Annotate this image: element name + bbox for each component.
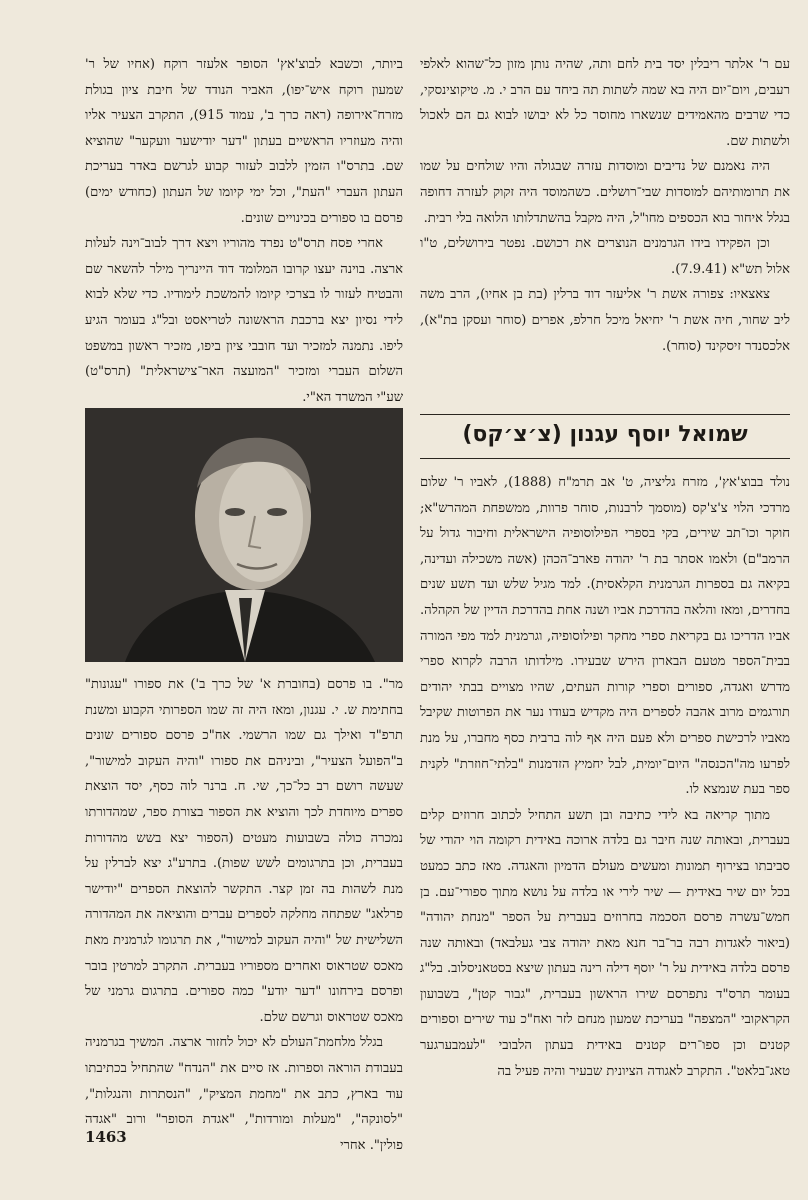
right-column-top (420, 52, 790, 359)
left-column-top (85, 52, 403, 436)
section-rule-top (420, 414, 790, 415)
left-column-bottom (85, 672, 403, 1158)
descendants-paragraph: צאצאיו: צפורה אשת ר' אליעזר דוד ברלין (בת בן אחיו), הרב משה ליב שחור, חיה אשת ר' יחיאל מיכל חרלפ, אפרים (סוחר ועסקן בת"א), אלכסנדר זיסקינד (סוחר). (420, 287, 790, 354)
entry-title: שמואל יוסף עגנון (צ׳צ׳קס) (462, 422, 748, 447)
paragraph: עם ר' אלתר ריבלין יסד בית לחם ותה, שהיה נותן מזון כל־שהוא לאלפי רעבים, ויום־יום היה בא שמה לשתות תה ביחד עם הרב י. מ. טיקוצינסקי, כדי שרבים מהאמידים שנשארו מחוסר כל לא יבושו לבוא גם הם לאכול ולשתות שם. (420, 57, 790, 149)
portrait-image (85, 408, 403, 662)
paragraph: נולד בבוצ'אץ', מזרח גליציה, ט' אב תרמ"ח (1888), לאביו ר' שלום מרדכי הלוי צ'צ'קס (מוסמך לרבנות, סוחר פרוות, ממשפחת המהרש"א; חוקר וכו־תב שירים, בקי בספרי הפילוסופיה הישראלית וחיבור גדול על הרמב"ם) ולאמו אסתר בת ר' יהודה פארב־הכהן (אשה משכילה ועדינה, בקיאה גם בספרות הגרמנית הקלאסית). למד מגיל שלש ועד תשע שנים בחדרים, ומאז והלאה בהדרכת אביו ושנה אחת בהדרכת הדיין של הקהלה. אביו הדריכו גם בקריאת ספרי מחקר ופילוסופיה, וגרמנית למד מפי המורה בבית־הספר מטעם הבארון הירש שבעירו. מילדותו הרבה לקרוא ספרי מדרש ואגדה, ספורים וספרי קורות העתים, שהיו מצויים בבתי יהודים תורגמים מרוב אהבה לספרים היה מקדיש בעודו נער את הפרוטות שקיבל מאביו לרכישת ספרים ולא פעם היה אף לוה ברבית כסף מחברו, על מנת לפרעו מה"הכנסה" היום־יומית, לבל יחמיץ הזדמנות "בלתי־חוזרת" לקנית ספר בעת שנמצא לו. (420, 475, 791, 798)
page-number: 1463 (85, 1128, 127, 1146)
paragraph: ביותר, וכשבא לבוצ'אץ' הסופר אלעזר רוקח (אחיו של ר' שמעון רוקח איש־יפו), האביר הנודד של חיבת ציון בגולת מזרח־אירופה (ראה כרך ב', עמוד 915), התקרב הצעיר אליו והיה מעוזריו הראשיים בעתון "דער יודישער וועקער" שהוציא שם. בתרס"ו הזמין ללבוב לעזור קבוע לגרשם באדר בעריכת העתון העברי "העת", וכל ימי קיומו של העתון (כחודש ימים) פרסם בו ספורים בכינויים שונים. (85, 57, 403, 226)
paragraph: היה נאמנם של נדיבים ומוסדות עזרה שבגולה והיו שולחים על שמו את תרומותיהם למוסדות שבי־רושלים. כשהמוסד היה זקוק לעזרה דחופה בגלל איחור בוא הכספים מחו"ל, היה מקבל בהשתדלותו הלואה בלי רבית. (420, 159, 790, 226)
paragraph: אחרי פסח תרס"ט נפרד מהוריו ויצא דרך לבוב־וינה לעלות ארצה. בוינה יעצו קרובו המלומד דוד היינריך מילר להשאר שם והבטיח לעזור לו בצרכי קיומו להמשכת לימודיו. כדי שלא לבוא לידי נסיון יצא ברכבת הראשונה לטריאסט ובל"ג בעומר הגיע ליפו. נתמנה למזכיר ועד חובבי ציון ביפו, מזכיר ראשון במשפט השלום העברי ומזכיר "המועצה האר־צישראלית" (תרס"ט) שע"י המשרד הא"י. (85, 236, 403, 405)
paragraph: וכן הפקידו בידו הגרמנים הנוצרים את רכושם. נפטר בירושלים, ט"ו אלול תש"א (7.9.41). (420, 236, 790, 277)
right-column-body (420, 470, 790, 1084)
section-rule-bottom (420, 458, 790, 459)
paragraph: מר". בו פרסם (בחוברת א' של כרך ב') את ספורו "עגונות" בחתימת ש. י. עגנון, ומאז היה זה שמו הספרותי הקבוע ומשנת תרפ"ד ואילך גם שמו הרשמי. אח"כ פרסם ספורים שונים ב"הפועל הצעיר", וביניהם את ספורו "והיה העקוב למישור", שעשה רושם רב כל־כך, שי. ח. ברנר לוה כסף, יסד הוצאת ספרים מיוחדת לכך והוציא את הספור בצורת ספר, שמהדורתו נמכרה כולה בשבועות מעטים (הספור יצא בשש מהדורות בעברית, וכן בתרגומים לשש שפות). בתרע"ג יצא לברלין על מנת לשהות בה זמן קצר. התקשר להוצאת הספרים "יודישר פרלאג" שפתחה מחלקה לספרים עברים והוציאה את המהדורה השלישית של "והיה העקוב למישור", את תרגומו לגרמנית מאת מאכס שטראוס ואחרים מספוריו בעברית. התקרב למרטין בובר ופרסם בירחונו "דער יודע" כמה ספורים. בתרגום גרמני של מאכס שטראוס וגרשם שלם. (85, 677, 403, 1025)
paragraph: בגלל מלחמת־העולם לא יכול לחזור ארצה. המשיך בגרמניה בעבודת הוראה וספרות. אז סיים את "הנדח" שהתחיל בכתיבתו עוד בארץ, כתב את "מחמת המציק", "הנסתרות והנגלות", "לסונקה", "מעלות ומורדות", "אגדת הסופר" ורוב "אגדה פולין". אחרי (85, 1035, 403, 1153)
paragraph: מתוך קריאה בא לידי כתיבה ובן תשע התחיל לכתוב חרוזים קלים בעברית, ובאותה שנה חיבר גם בלדה ארוכה באידית רקומה הוי יהודי של סביבתו בצירוף תמונות ומעשים מעולם הדמיון והאגדה. מאז כתב כמעט בכל יום שיר באידית — שיר לירי או בלדה על נושא מתוך ספורי־עם. בן חמש־עשרה פרסם הסכמה בחרוזים בעברית על הספר "מנחת יהודה" (ביאור לאגדות רבה בר־בר חנא מאת יהודה צבי געלבאד) ובאותה שנה פרסם בלדה באידית על ר' יוסף דילה רינה בעתון שיצא בסטאניסלוב. בל"ג בעומר תרס"ד נתפרסם שירו הראשון בעברית, "גבור קטן", בשבועון הקראקובי "המצפה" בעריכת שמעון מנחם לזר ואח"כ עוד שירים וספורים קטנים וכן ספו־רים קטנים באידית בעתון הלבובי "לעמבערגער טאג־בלאט". התקרב לאגודה הציונית שבעיר והיה פעיל בה (420, 807, 790, 1079)
portrait-photo (85, 408, 403, 662)
